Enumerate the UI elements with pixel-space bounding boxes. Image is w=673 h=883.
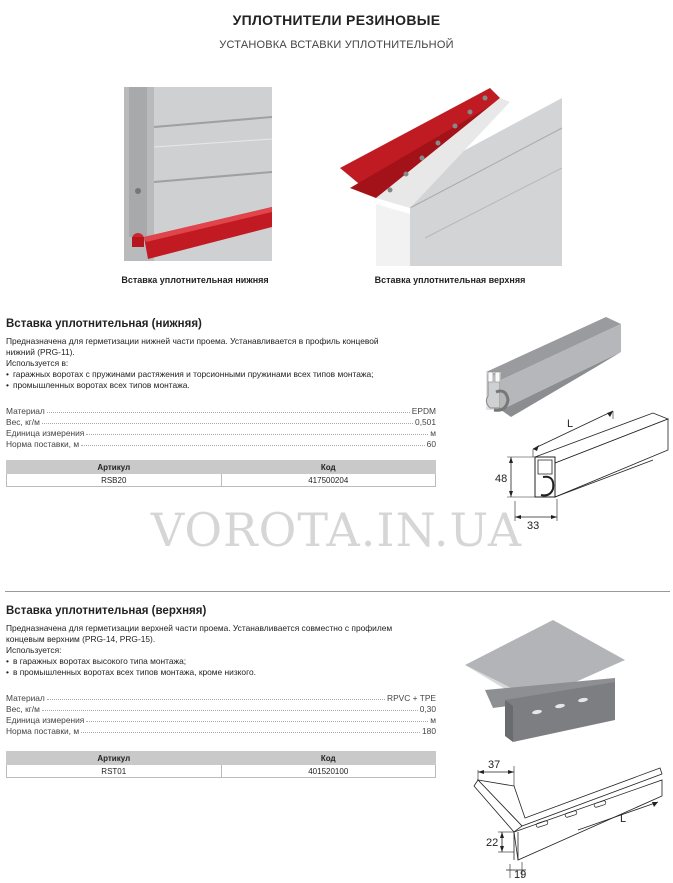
upper-seal-drawing: [470, 752, 670, 880]
article-cell: RSB20: [7, 474, 222, 487]
dim-side-label: 22: [486, 837, 499, 849]
dim-top-label: 37: [488, 759, 501, 771]
section-divider: [5, 591, 670, 592]
upper-desc-line2: концевым верхним (PRG-14, PRG-15).: [6, 634, 156, 644]
upper-usage-item: • в гаражных воротах высокого типа монтажа;: [6, 656, 446, 667]
watermark: VOROTA.IN.UA: [150, 503, 523, 557]
spec-value: 60: [426, 439, 436, 449]
spec-label: Материал: [6, 693, 45, 703]
upper-description: [6, 623, 446, 678]
spec-value: 0,30: [419, 704, 436, 714]
spec-label: Единица измерения: [6, 715, 85, 725]
upper-used-in: Используется:: [6, 645, 62, 655]
upper-seal-photo: [340, 88, 562, 266]
spec-row: [6, 405, 436, 416]
upper-usage-item: • в промышленных воротах всех типов монтажа, кроме низкого.: [6, 667, 446, 678]
dim-length-label: L: [620, 813, 627, 825]
code-cell: 417500204: [221, 474, 436, 487]
spec-label: Вес, кг/м: [6, 704, 40, 714]
table-row: [7, 474, 436, 487]
dim-length-label: L: [567, 418, 574, 430]
dim-width-label: 33: [527, 520, 540, 532]
article-header: Артикул: [7, 461, 222, 474]
article-header: Артикул: [7, 752, 222, 765]
spec-row: [6, 703, 436, 714]
dim-bottom-label: 19: [514, 869, 527, 880]
spec-value: м: [430, 428, 436, 438]
article-cell: RST01: [7, 765, 222, 778]
lower-desc-line2: нижний (PRG-11).: [6, 347, 75, 357]
lower-seal-photo: [124, 87, 272, 261]
lower-used-in: Используется в:: [6, 358, 69, 368]
upper-seal-render: [465, 620, 630, 745]
upper-desc-line1: Предназначена для герметизации верхней части проема. Устанавливается совместно с профилем: [6, 623, 393, 633]
page-subtitle: УСТАНОВКА ВСТАВКИ УПЛОТНИТЕЛЬНОЙ: [219, 39, 454, 51]
dim-height-label: 48: [495, 473, 508, 485]
lower-desc-line1: Предназначена для герметизации нижней части проема. Устанавливается в профиль концевой: [6, 336, 379, 346]
spec-label: Норма поставки, м: [6, 439, 80, 449]
lower-specs: [6, 405, 436, 449]
upper-specs: [6, 692, 436, 736]
spec-value: RPVC + TPE: [387, 693, 436, 703]
code-cell: 401520100: [221, 765, 436, 778]
spec-label: Вес, кг/м: [6, 417, 40, 427]
spec-value: м: [430, 715, 436, 725]
lower-usage-item: • промышленных воротах всех типов монтажа.: [6, 380, 446, 391]
spec-row: [6, 714, 436, 725]
spec-row: [6, 438, 436, 449]
spec-label: Норма поставки, м: [6, 726, 80, 736]
upper-photo-caption: Вставка уплотнительная верхняя: [374, 275, 526, 285]
upper-section-title: Вставка уплотнительная (верхняя): [6, 605, 207, 617]
lower-photo-caption: Вставка уплотнительная нижняя: [121, 275, 269, 285]
upper-usage-list: [6, 656, 446, 678]
page-title: УПЛОТНИТЕЛИ РЕЗИНОВЫЕ: [232, 12, 441, 28]
table-row: [7, 765, 436, 778]
spec-label: Единица измерения: [6, 428, 85, 438]
lower-description: [6, 336, 446, 391]
code-header: Код: [221, 752, 436, 765]
code-header: Код: [221, 461, 436, 474]
upper-article-table: [6, 751, 436, 778]
spec-row: [6, 692, 436, 703]
spec-value: 180: [422, 726, 436, 736]
lower-usage-list: [6, 369, 446, 391]
lower-article-table: [6, 460, 436, 487]
spec-value: EPDM: [411, 406, 436, 416]
spec-row: [6, 725, 436, 736]
spec-row: [6, 427, 436, 438]
spec-label: Материал: [6, 406, 45, 416]
spec-row: [6, 416, 436, 427]
lower-usage-item: • гаражных воротах с пружинами растяжения и торсионными пружинами всех типов монтажа;: [6, 369, 446, 380]
lower-section-title: Вставка уплотнительная (нижняя): [6, 318, 202, 330]
spec-value: 0,501: [415, 417, 436, 427]
